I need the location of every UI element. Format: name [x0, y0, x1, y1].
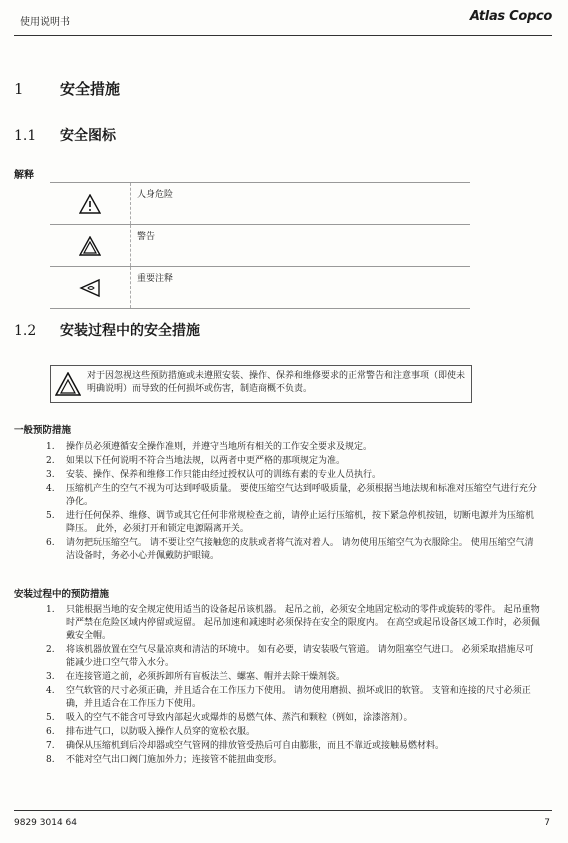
- item-number: 5.: [46, 713, 55, 723]
- item-text: 确保从压缩机到后冷却器或空气管网的排放管受热后可自由膨胀，而且不靠近或接触易燃材料。: [66, 741, 445, 751]
- general-precautions-list: [40, 441, 540, 564]
- item-text: 不能对空气出口阀门施加外力；连接管不能扭曲变形。: [66, 755, 283, 765]
- document-type: 使用说明书: [20, 17, 70, 28]
- list-item: [40, 510, 540, 536]
- item-text: 将该机器放置在空气尽量凉爽和清洁的环境中。 如有必要，请安装吸气管道。 请勿阻塞空气进口。 必须采取措施尽可能减少进口空气带入水分。: [66, 645, 534, 668]
- legend-row: [50, 225, 470, 267]
- item-text: 如果以下任何说明不符合当地法规，以两者中更严格的那项规定为准。: [66, 456, 346, 466]
- item-number: 8.: [46, 755, 55, 765]
- item-number: 2.: [46, 456, 55, 466]
- item-text: 压缩机产生的空气不视为可达到呼吸质量。 要使压缩空气达到呼吸质量，必须根据当地法规和标准对压缩空气进行充分净化。: [66, 484, 537, 507]
- item-number: 7.: [46, 741, 55, 751]
- list-item: [40, 740, 540, 753]
- header-divider: [14, 35, 552, 36]
- item-text: 操作员必须遵循安全操作准则，并遵守当地所有相关的工作安全要求及规定。: [66, 442, 373, 452]
- item-number: 4.: [46, 686, 55, 696]
- item-number: 2.: [46, 645, 55, 655]
- footer-divider: [14, 810, 552, 811]
- item-number: 5.: [46, 511, 55, 521]
- list-item: [40, 712, 540, 725]
- item-number: 6.: [46, 538, 55, 548]
- legend-row: [50, 267, 470, 309]
- item-text: 排布进气口，以防吸入操作人员穿的宽松衣服。: [66, 727, 256, 737]
- install-precautions-heading: 安装过程中的预防措施: [14, 589, 110, 600]
- item-text: 吸入的空气不能含可导致内部起火或爆炸的易燃气体、蒸汽和颗粒（例如，涂漆溶剂）。: [66, 713, 413, 723]
- page-number: 7: [544, 818, 550, 828]
- legend-heading: 解释: [14, 170, 34, 181]
- section-heading-1-1: [14, 125, 116, 145]
- section-heading-1: [14, 78, 120, 99]
- section-number: 1: [14, 80, 24, 98]
- section-title: 安全措施: [60, 80, 121, 98]
- item-number: 4.: [46, 484, 55, 494]
- list-item: [40, 644, 540, 670]
- list-item: [40, 455, 540, 468]
- item-number: 1.: [46, 605, 55, 615]
- legend-label: 重要注释: [131, 267, 471, 309]
- danger-triangle-icon: [79, 194, 101, 214]
- legend-row: [50, 183, 470, 225]
- list-item: [40, 469, 540, 482]
- item-text: 安装、操作、保养和维修工作只能由经过授权认可的训练有素的专业人员执行。: [66, 470, 382, 480]
- list-item: [40, 483, 540, 509]
- list-item: [40, 754, 540, 767]
- section-number: 1.2: [14, 323, 37, 339]
- disclaimer-notice: [50, 365, 472, 403]
- legend-label: 警告: [131, 225, 471, 267]
- section-number: 1.1: [14, 128, 37, 144]
- warning-triangle-icon: [55, 372, 81, 396]
- note-hand-icon: [79, 278, 101, 298]
- list-item: [40, 604, 540, 643]
- list-item: [40, 537, 540, 563]
- list-item: [40, 441, 540, 454]
- section-title: 安装过程中的安全措施: [60, 323, 200, 339]
- legend-label: 人身危险: [131, 183, 471, 225]
- item-text: 请勿把玩压缩空气。 请不要让空气接触您的皮肤或者将气流对着人。 请勿使用压缩空气为衣服除尘。 使用压缩空气清洁设备时，务必小心并佩戴防护眼镜。: [66, 538, 534, 561]
- warning-triangle-icon: [79, 236, 101, 256]
- item-number: 3.: [46, 672, 55, 682]
- section-heading-1-2: [14, 320, 200, 340]
- general-precautions-heading: 一般预防措施: [14, 425, 72, 436]
- document-number: 9829 3014 64: [14, 818, 77, 828]
- install-precautions-list: [40, 604, 540, 768]
- list-item: [40, 671, 540, 684]
- brand-logo: Atlas Copco: [469, 9, 552, 24]
- item-number: 3.: [46, 470, 55, 480]
- item-text: 进行任何保养、维修、调节或其它任何非常规检查之前，请停止运行压缩机，按下紧急停机按钮，切断电源并为压缩机降压。 此外，必须打开和锁定电源隔离开关。: [66, 511, 535, 534]
- list-item: [40, 685, 540, 711]
- item-text: 只能根据当地的安全规定使用适当的设备起吊该机器。 起吊之前，必须安全地固定松动的零件或旋转的零件。 起吊重物时严禁在危险区域内停留或逗留。 起吊加速和减速时必须保持在安全的限度内。 在高空或起吊设备区域工作时，必须佩戴安全帽。: [66, 605, 540, 641]
- item-text: 空气软管的尺寸必须正确，并且适合在工作压力下使用。 请勿使用磨损、损坏或旧的软管。 支管和连接的尺寸必须正确，并且适合在工作压力下使用。: [66, 686, 531, 709]
- list-item: [40, 726, 540, 739]
- item-number: 1.: [46, 442, 55, 452]
- symbol-legend-table: [50, 182, 470, 309]
- notice-text: 对于因忽视这些预防措施或未遵照安装、操作、保养和维修要求的正常警告和注意事项（即使未明确说明）而导致的任何损坏或伤害，制造商概不负责。: [87, 371, 466, 394]
- item-number: 6.: [46, 727, 55, 737]
- section-title: 安全图标: [60, 128, 116, 144]
- item-text: 在连接管道之前，必须拆卸所有盲板法兰、螺塞、帽并去除干燥剂袋。: [66, 672, 346, 682]
